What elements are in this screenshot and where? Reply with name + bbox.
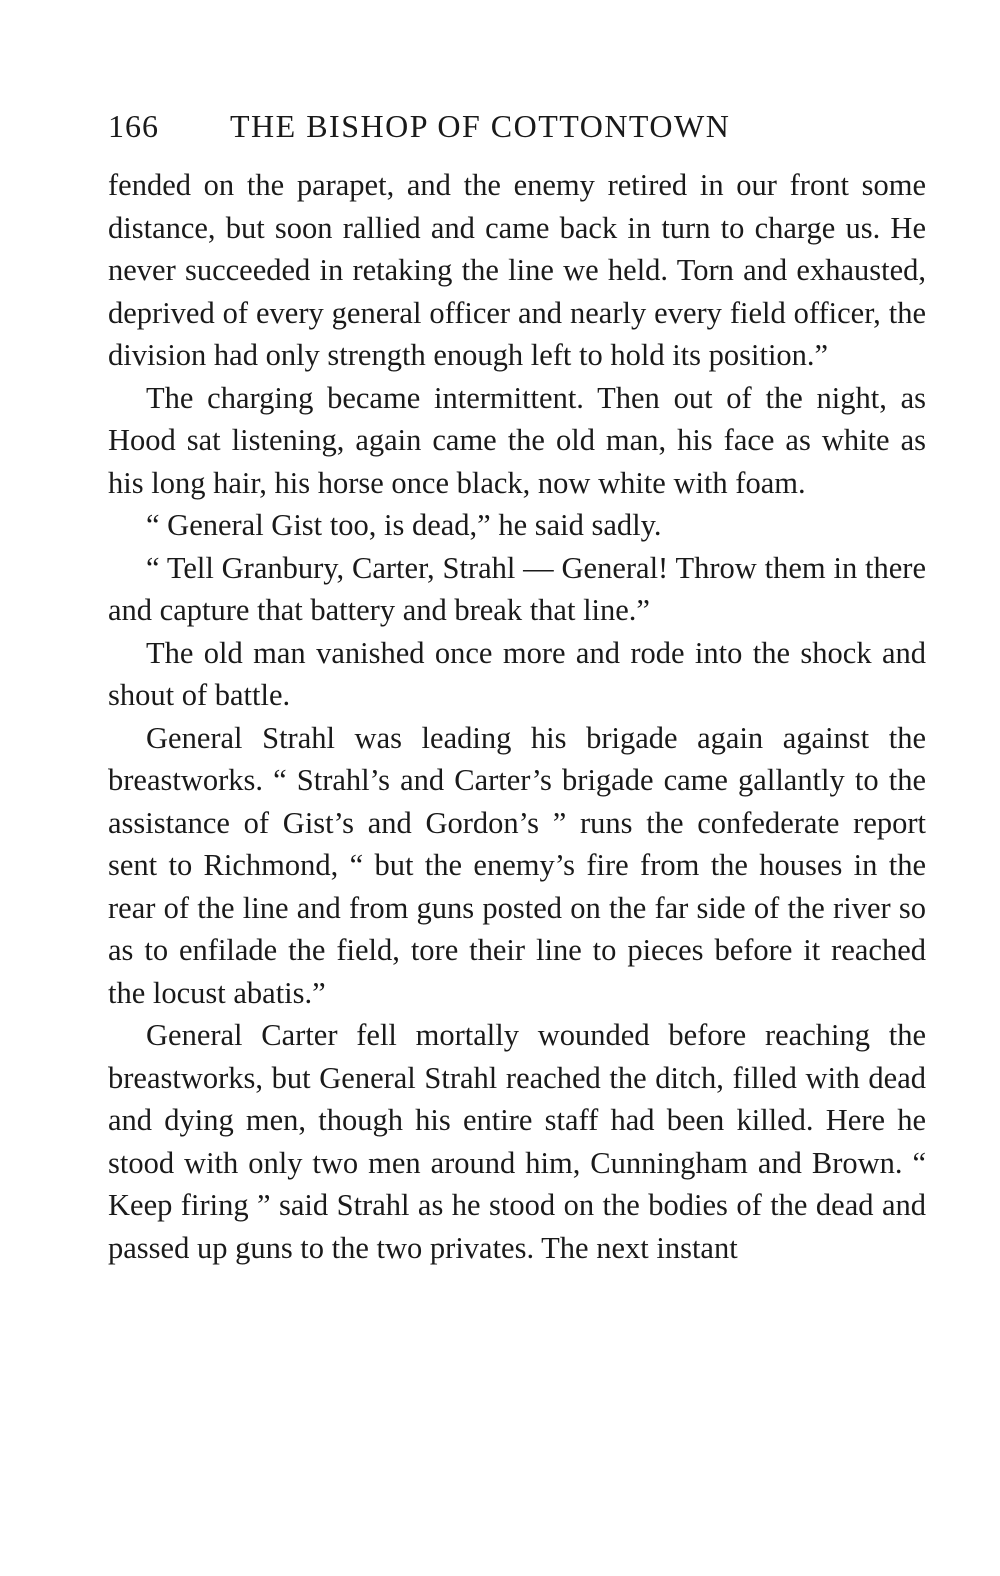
paragraph: General Strahl was leading his brigade again against the breastworks. “ Strahl’s and Carter’s brigade came gallantly to the assistance of Gist’s and Gordon’s ” runs the confederate report sent to Richmond, “ but the enemy’s fire from the houses in the rear of the line and from guns posted on the far side of the river so as to enfilade the field, tore their line to pieces before it reached the locust abatis.”: [108, 720, 926, 1010]
paragraph: General Carter fell mortally wounded before reaching the breastworks, but General Strahl reached the ditch, filled with dead and dying men, though his entire staff had been killed. Here he stood with only two men around him, Cunningham and Brown. “ Keep firing ” said Strahl as he stood on the bodies of the dead and passed up guns to the two privates. The next instant: [108, 1018, 926, 1265]
paragraph-continued: fended on the parapet, and the enemy retired in our front some distance, but soon rallied and came back in turn to charge us. He never succeeded in retaking the line we held. Torn and exhausted, deprived of every general officer and nearly every field officer, the division had only strength enough left to hold its position.”: [108, 168, 926, 372]
paragraph: The old man vanished once more and rode into the shock and shout of battle.: [108, 635, 926, 712]
paragraph: The charging became intermittent. Then out of the night, as Hood sat listening, again came the old man, his face as white as his long hair, his horse once black, now white with foam.: [108, 380, 926, 500]
book-page: [108, 108, 926, 1269]
body-text: [108, 164, 926, 1269]
paragraph: “ Tell Granbury, Carter, Strahl — General! Throw them in there and capture that battery and break that line.”: [108, 550, 926, 627]
page-number: 166: [108, 108, 159, 144]
book-title: THE BISHOP OF COTTONTOWN: [230, 108, 731, 144]
paragraph: “ General Gist too, is dead,” he said sadly.: [146, 508, 662, 542]
running-head: [108, 108, 926, 158]
